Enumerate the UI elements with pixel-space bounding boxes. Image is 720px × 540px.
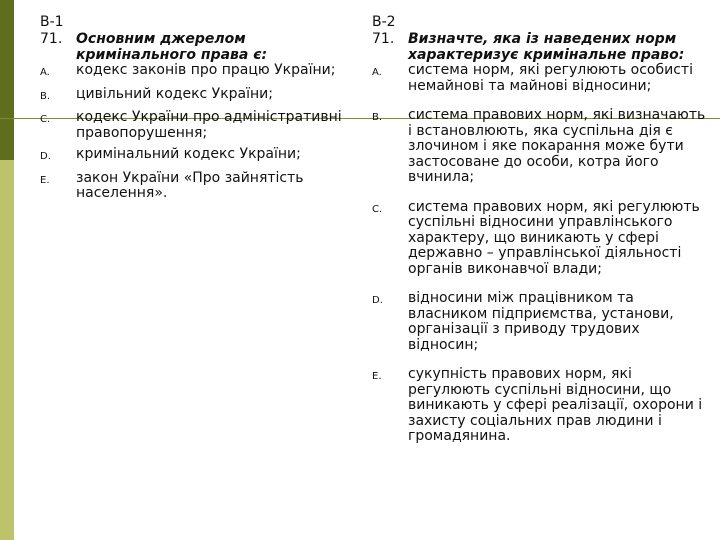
option-letter: C. bbox=[372, 203, 383, 215]
question-text: Основним джерелом кримінального права є: bbox=[76, 31, 268, 63]
option-text: цивільний кодекс України; bbox=[76, 85, 273, 102]
question bbox=[40, 32, 360, 63]
option-text: система норм, які регулюють особисті немайнові та майнові відносини; bbox=[408, 62, 693, 94]
option-letter: C. bbox=[40, 114, 51, 125]
option-letter: A. bbox=[372, 67, 382, 78]
option-letter: D. bbox=[372, 295, 383, 306]
option-text: кримінальний кодекс України; bbox=[76, 146, 301, 162]
question-text: Визначте, яка із наведених норм характеризує кримінальне право: bbox=[408, 31, 685, 63]
option-text: кодекс законів про працю України; bbox=[76, 62, 336, 78]
variant-label: В-2 bbox=[372, 14, 396, 30]
option-letter: D. bbox=[40, 151, 51, 162]
option-letter: E. bbox=[40, 174, 50, 186]
option-c bbox=[40, 110, 360, 141]
option-b bbox=[372, 108, 712, 186]
option-letter: E. bbox=[372, 371, 382, 382]
question-number: 71. bbox=[40, 31, 63, 47]
option-text: закон України «Про зайнятість населення». bbox=[76, 169, 304, 201]
option-text: система правових норм, які визначають і встановлюють, яка суспільна дія є злочином і яке покарання може бути застосоване до особи, котра його вчинила; bbox=[408, 107, 706, 185]
variant-label: В-1 bbox=[40, 14, 64, 30]
option-a bbox=[372, 63, 712, 94]
option-text: система правових норм, які регулюють суспільні відносини управлінського характеру, що виникають у сфері державно – управлінської діяльності органів виконавчої влади; bbox=[408, 198, 700, 277]
decorative-stripe-light bbox=[0, 160, 14, 540]
option-d bbox=[40, 147, 360, 165]
option-letter: A. bbox=[40, 67, 50, 78]
option-d bbox=[372, 291, 712, 353]
option-text: відносини між працівником та власником підприємства, установи, організації з приводу трудових відносин; bbox=[408, 290, 674, 353]
option-a bbox=[40, 63, 360, 81]
option-e bbox=[40, 171, 360, 202]
decorative-stripe-dark bbox=[0, 0, 14, 160]
option-e bbox=[372, 367, 712, 445]
question-number: 71. bbox=[372, 31, 395, 47]
variant-1-column bbox=[40, 12, 360, 202]
option-b bbox=[40, 87, 360, 105]
option-text: кодекс України про адміністративні правопорушення; bbox=[76, 109, 342, 141]
option-c bbox=[372, 200, 712, 278]
option-letter: B. bbox=[372, 112, 383, 123]
variant-2-column bbox=[372, 12, 712, 445]
question bbox=[372, 32, 712, 63]
option-text: сукупність правових норм, які регулюють суспільні відносини, що виникають у сфері реалізації, охорони і захисту соціальних прав людини і громадянина. bbox=[408, 366, 703, 444]
option-letter: B. bbox=[40, 90, 51, 102]
